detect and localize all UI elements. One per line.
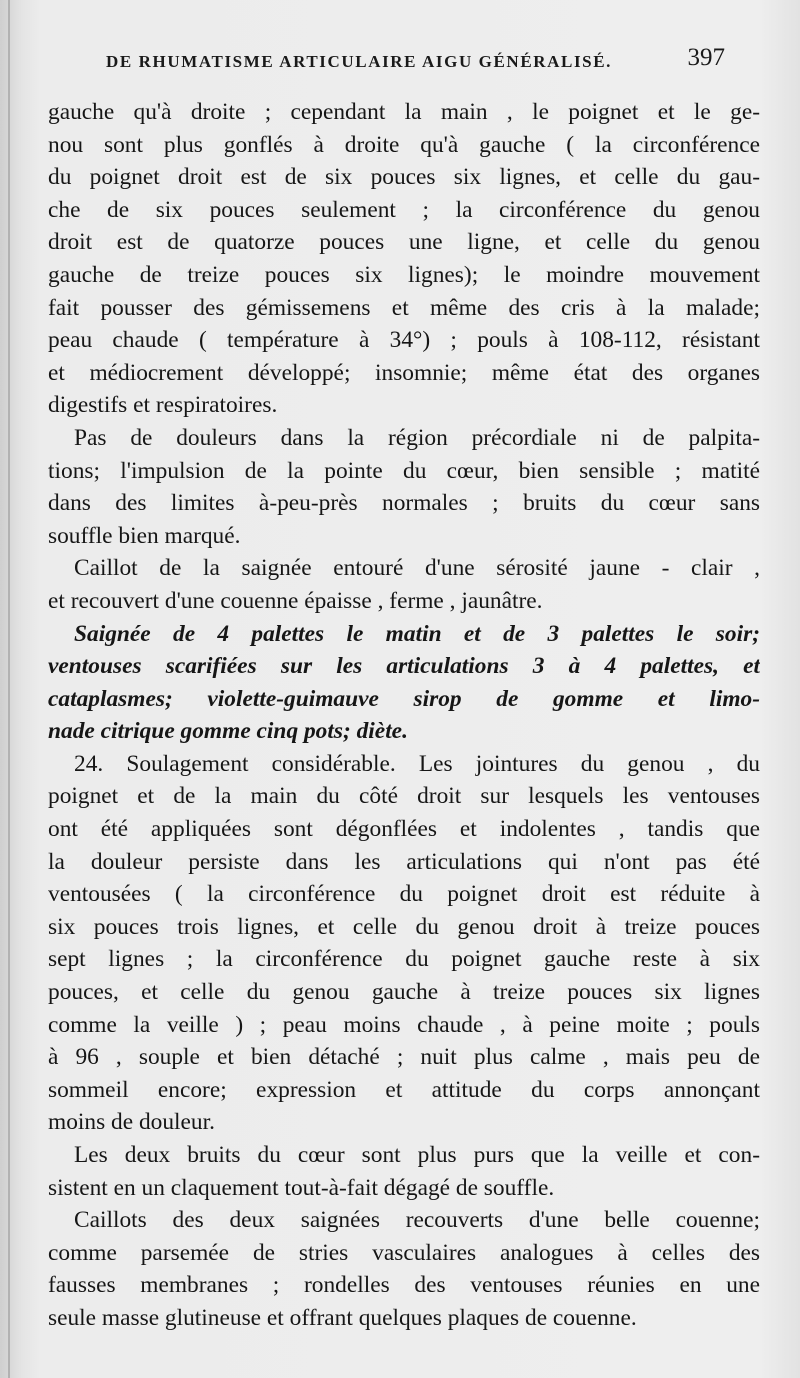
text-line: Les deux bruits du cœur sont plus purs que la veille et con- xyxy=(74,1142,760,1168)
page-header xyxy=(100,44,725,78)
prescription-line: ventouses scarifiées sur les articulations 3 à 4 palettes, et xyxy=(48,653,760,680)
text-line: seule masse glutineuse et offrant quelques plaques de couenne. xyxy=(48,1304,637,1331)
text-line: comme parsemée de stries vasculaires analogues à celles des xyxy=(48,1239,760,1266)
text-line: du poignet droit est de six pouces six lignes, et celle du gau- xyxy=(48,164,760,191)
body-text xyxy=(48,96,760,1335)
text-line: souffle bien marqué. xyxy=(48,522,241,549)
text-line: dans des limites à-peu-près normales ; bruits du cœur sans xyxy=(48,490,760,517)
text-line: six pouces trois lignes, et celle du genou droit à treize pouces xyxy=(48,913,760,940)
text-line: ventousées ( la circonférence du poignet droit est réduite à xyxy=(48,881,760,908)
text-line: à 96 , souple et bien détaché ; nuit plus calme , mais peu de xyxy=(48,1044,760,1071)
prescription-line: nade citrique gomme cinq pots; diète. xyxy=(48,718,408,745)
text-line: et médiocrement développé; insomnie; même état des organes xyxy=(48,359,760,386)
text-line: pouces, et celle du genou gauche à treize pouces six lignes xyxy=(48,979,760,1006)
text-line: la douleur persiste dans les articulations qui n'ont pas été xyxy=(48,848,760,875)
text-line: Pas de douleurs dans la région précordiale ni de palpita- xyxy=(74,424,760,451)
text-line: nou sont plus gonflés à droite qu'à gauche ( la circonférence xyxy=(48,131,760,158)
text-line: sommeil encore; expression et attitude du corps annonçant xyxy=(48,1076,760,1103)
prescription-line: cataplasmes; violette-guimauve sirop de gomme et limo- xyxy=(48,685,760,712)
text-line: fait pousser des gémissemens et même des cris à la malade; xyxy=(48,294,760,321)
page-gutter-edge xyxy=(8,0,10,1378)
text-line: fausses membranes ; rondelles des ventouses réunies en une xyxy=(48,1272,760,1299)
running-head: DE RHUMATISME ARTICULAIRE AIGU GÉNÉRALISÉ. xyxy=(106,52,613,71)
text-line: droit est de quatorze pouces une ligne, et celle du genou xyxy=(48,229,760,256)
text-line: peau chaude ( température à 34°) ; pouls à 108-112, résistant xyxy=(48,327,760,354)
text-line: tions; l'impulsion de la pointe du cœur, bien sensible ; matité xyxy=(48,457,760,484)
text-line: moins de douleur. xyxy=(48,1109,215,1136)
text-line: gauche qu'à droite ; cependant la main , le poignet et le ge- xyxy=(48,99,760,125)
text-line: Caillots des deux saignées recouverts d'une belle couenne; xyxy=(74,1207,760,1234)
page-number: 397 xyxy=(687,44,725,71)
text-line: comme la veille ) ; peau moins chaude , à peine moite ; pouls xyxy=(48,1011,760,1038)
text-line: et recouvert d'une couenne épaisse , ferme , jaunâtre. xyxy=(48,587,543,614)
text-line: sept lignes ; la circonférence du poignet gauche reste à six xyxy=(48,946,760,973)
text-line: poignet et de la main du côté droit sur lesquels les ventouses xyxy=(48,783,760,810)
text-line: sistent en un claquement tout-à-fait dégagé de souffle. xyxy=(48,1174,555,1201)
text-line: Caillot de la saignée entouré d'une sérosité jaune - clair , xyxy=(74,555,760,582)
prescription-line: Saignée de 4 palettes le matin et de 3 palettes le soir; xyxy=(74,620,760,647)
text-line: ont été appliquées sont dégonflées et indolentes , tandis que xyxy=(48,816,760,843)
text-line: 24. Soulagement considérable. Les jointures du genou , du xyxy=(74,750,760,777)
text-line: digestifs et respiratoires. xyxy=(48,392,278,419)
text-line: che de six pouces seulement ; la circonférence du genou xyxy=(48,196,760,223)
text-line: gauche de treize pouces six lignes); le moindre mouvement xyxy=(48,261,760,288)
